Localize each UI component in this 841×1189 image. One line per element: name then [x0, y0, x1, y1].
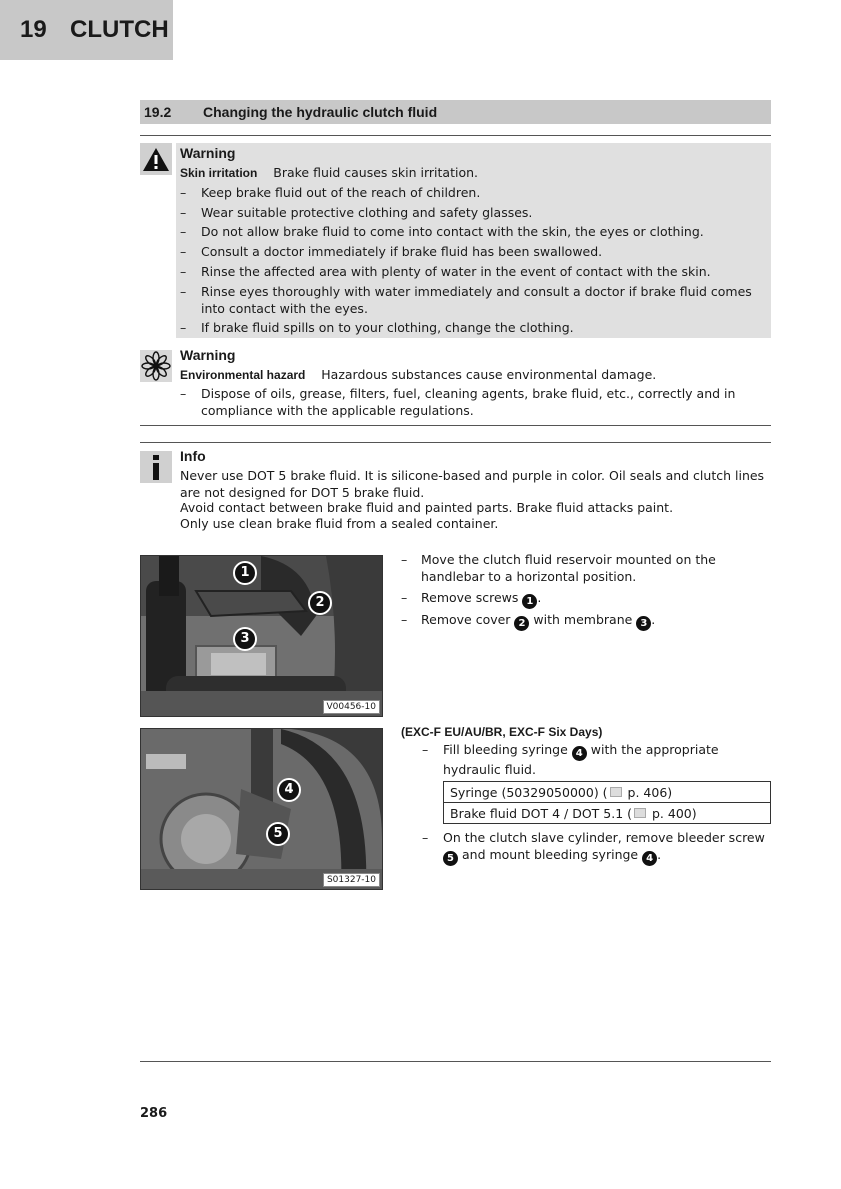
- figure-code: S01327-10: [323, 873, 380, 887]
- page-number: 286: [140, 1106, 168, 1121]
- callout-badge: 5: [443, 851, 458, 866]
- warning-skin-heading: Warning: [180, 145, 236, 161]
- divider: [140, 442, 771, 443]
- section-rule: [140, 135, 771, 136]
- tools-table: [443, 781, 771, 824]
- environment-flower-icon: [140, 350, 172, 382]
- warning-skin-label: Skin irritation: [180, 166, 258, 180]
- figure-callout: 4: [277, 778, 301, 802]
- warning-skin-lead: Brake fluid causes skin irritation.: [273, 165, 479, 180]
- info-line: Never use DOT 5 brake fluid. It is silicone-based and purple in color. Oil seals and clutch lines are not designed for DOT 5 brake fluid.: [180, 468, 765, 500]
- warning-env-heading: Warning: [180, 347, 236, 363]
- callout-badge: 1: [522, 594, 537, 609]
- tool-cell: Brake fluid DOT 4 / DOT 5.1 ( p. 400): [444, 803, 771, 824]
- figure-callout: 1: [233, 561, 257, 585]
- step-remove-screws: Remove screws 1 .: [421, 590, 542, 607]
- book-icon: [634, 808, 646, 818]
- info-icon: [140, 451, 172, 483]
- warning-triangle-icon: [140, 143, 172, 175]
- clutch-reservoir-photo: [141, 556, 382, 716]
- figure-slave-cylinder: [140, 728, 383, 890]
- warning-env-item: Dispose of oils, grease, filters, fuel, cleaning agents, brake fluid, etc., correctly and in compliance with the applicable regulations.: [201, 386, 736, 418]
- warning-skin-item: Rinse the affected area with plenty of water in the event of contact with the skin.: [201, 264, 711, 279]
- warning-skin-lead-line: [180, 164, 478, 182]
- figure-code: V00456-10: [323, 700, 381, 714]
- figure-clutch-reservoir: [140, 555, 383, 717]
- warning-skin-item: Consult a doctor immediately if brake fluid has been swallowed.: [201, 244, 603, 259]
- book-icon: [610, 787, 622, 797]
- section-title: Changing the hydraulic clutch fluid: [203, 104, 438, 120]
- step-move-reservoir: Move the clutch fluid reservoir mounted on the handlebar to a horizontal position.: [421, 552, 716, 584]
- callout-badge: 4: [642, 851, 657, 866]
- footer-rule: [140, 1061, 771, 1062]
- warning-skin-item: Rinse eyes thoroughly with water immediately and consult a doctor if brake fluid comes into contact with the eyes.: [201, 284, 752, 316]
- figure-callout: 5: [266, 822, 290, 846]
- divider: [140, 425, 771, 426]
- chapter-number: 19: [20, 16, 47, 43]
- step-remove-cover: Remove cover 2 with membrane 3 .: [421, 612, 656, 629]
- model-variant-label: (EXC-F EU/AU/BR, EXC-F Six Days): [401, 725, 603, 739]
- warning-env-lead: Hazardous substances cause environmental damage.: [321, 367, 657, 382]
- info-line: Avoid contact between brake fluid and painted parts. Brake fluid attacks paint.: [180, 500, 674, 515]
- warning-env-lead-line: [180, 366, 656, 384]
- chapter-title: CLUTCH: [70, 16, 169, 43]
- figure-callout: 2: [308, 591, 332, 615]
- section-number: 19.2: [144, 104, 172, 120]
- warning-skin-item: Wear suitable protective clothing and safety glasses.: [201, 205, 533, 220]
- step-remove-bleeder: On the clutch slave cylinder, remove bleeder screw 5 and mount bleeding syringe 4 .: [443, 830, 765, 864]
- callout-badge: 2: [514, 616, 529, 631]
- tool-cell: Syringe (50329050000) ( p. 406): [444, 782, 771, 803]
- callout-badge: 4: [572, 746, 587, 761]
- table-row: [444, 782, 771, 803]
- warning-env-label: Environmental hazard: [180, 368, 306, 382]
- step-fill-syringe: Fill bleeding syringe 4 with the appropriate hydraulic fluid.: [443, 742, 719, 777]
- figure-callout: 3: [233, 627, 257, 651]
- warning-skin-item: Do not allow brake fluid to come into contact with the skin, the eyes or clothing.: [201, 224, 704, 239]
- callout-badge: 3: [636, 616, 651, 631]
- info-heading: Info: [180, 448, 206, 464]
- table-row: [444, 803, 771, 824]
- slave-cylinder-photo: [141, 729, 382, 889]
- warning-skin-item: Keep brake fluid out of the reach of children.: [201, 185, 481, 200]
- warning-skin-item: If brake fluid spills on to your clothing, change the clothing.: [201, 320, 574, 335]
- info-line: Only use clean brake fluid from a sealed container.: [180, 516, 499, 531]
